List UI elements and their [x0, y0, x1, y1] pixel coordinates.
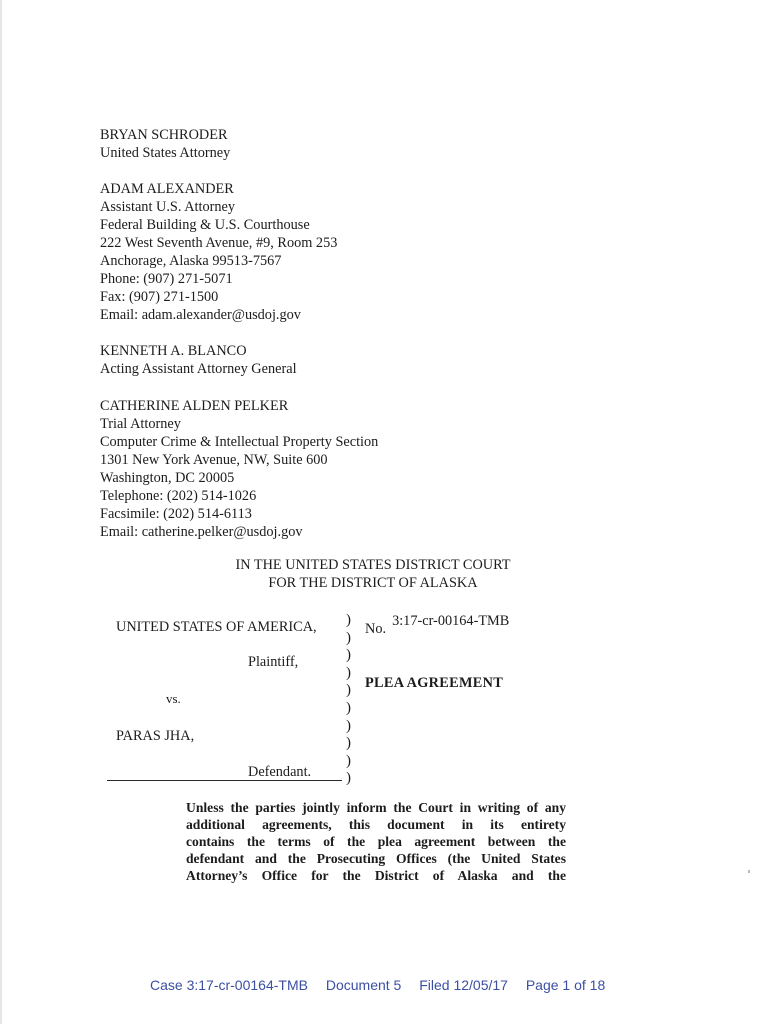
attorney-title: Assistant U.S. Attorney: [100, 199, 236, 215]
case-number-label: No.: [365, 621, 387, 637]
attorney-name: CATHERINE ALDEN PELKER: [100, 398, 289, 414]
notice-line: defendant and the Prosecuting Offices (the United States: [186, 851, 566, 866]
notice-line: additional agreements, this document in its entirety: [186, 817, 566, 832]
attorney-block-alexander: [100, 180, 337, 324]
address-line: Washington, DC 20005: [100, 470, 235, 486]
fax-line: Facsimile: (202) 514-6113: [100, 506, 252, 522]
plaintiff-name: UNITED STATES OF AMERICA,: [116, 619, 317, 635]
attorney-title: United States Attorney: [100, 145, 231, 161]
scan-speck: [748, 870, 750, 873]
attorney-block-blanco: [100, 342, 297, 378]
attorney-block-pelker: [100, 397, 378, 541]
attorney-title: Trial Attorney: [100, 416, 181, 432]
address-line: Federal Building & U.S. Courthouse: [100, 217, 310, 233]
attorney-name: BRYAN SCHRODER: [100, 127, 228, 143]
caption-paren: ): [346, 682, 351, 699]
versus-label: vs.: [166, 691, 181, 706]
caption-paren: ): [346, 717, 351, 734]
phone-line: Telephone: (202) 514-1026: [100, 488, 257, 504]
notice-line: contains the terms of the plea agreement between the: [186, 834, 566, 849]
caption-paren: ): [346, 752, 351, 769]
email-line: Email: catherine.pelker@usdoj.gov: [100, 524, 303, 540]
attorney-block-schroder: [100, 126, 230, 162]
case-number-value: 3:17-cr-00164-TMB: [392, 613, 510, 629]
filing-footer: [150, 977, 619, 993]
plaintiff-role: Plaintiff,: [248, 654, 299, 670]
address-line: Anchorage, Alaska 99513-7567: [100, 253, 282, 269]
footer-document: Document 5: [325, 977, 402, 993]
page-edge: [0, 0, 2, 1024]
address-line: 1301 New York Avenue, NW, Suite 600: [100, 452, 328, 468]
attorney-name: KENNETH A. BLANCO: [100, 343, 247, 359]
court-heading-line: IN THE UNITED STATES DISTRICT COURT: [235, 557, 511, 573]
court-heading: [0, 556, 746, 592]
caption-underline: [107, 780, 342, 781]
caption-paren: ): [346, 735, 351, 752]
email-line: Email: adam.alexander@usdoj.gov: [100, 307, 301, 323]
attorney-title: Acting Assistant Attorney General: [100, 361, 297, 377]
document-title: PLEA AGREEMENT: [365, 675, 504, 691]
caption-paren: ): [346, 647, 351, 664]
notice-line: Attorney’s Office for the District of Alaska and the: [186, 868, 566, 883]
caption-paren: ): [346, 664, 351, 681]
defendant-role: Defendant.: [248, 764, 312, 780]
caption-paren-column: [346, 612, 351, 788]
footer-filed: Filed 12/05/17: [419, 977, 508, 993]
caption-paren: ): [346, 699, 351, 716]
defendant-name: PARAS JHA,: [116, 728, 195, 744]
phone-line: Phone: (907) 271-5071: [100, 271, 233, 287]
address-line: Computer Crime & Intellectual Property Section: [100, 434, 379, 450]
caption-paren: ): [346, 770, 351, 787]
footer-case: Case 3:17-cr-00164-TMB: [150, 977, 308, 993]
notice-line: Unless the parties jointly inform the Court in writing of any: [186, 800, 566, 815]
court-heading-line: FOR THE DISTRICT OF ALASKA: [268, 575, 478, 591]
address-line: 222 West Seventh Avenue, #9, Room 253: [100, 235, 338, 251]
footer-page: Page 1 of 18: [525, 977, 606, 993]
caption-paren: ): [346, 629, 351, 646]
fax-line: Fax: (907) 271-1500: [100, 289, 219, 305]
notice-paragraph: [186, 799, 566, 884]
case-number: [365, 613, 510, 637]
caption-paren: ): [346, 612, 351, 628]
attorney-name: ADAM ALEXANDER: [100, 181, 234, 197]
